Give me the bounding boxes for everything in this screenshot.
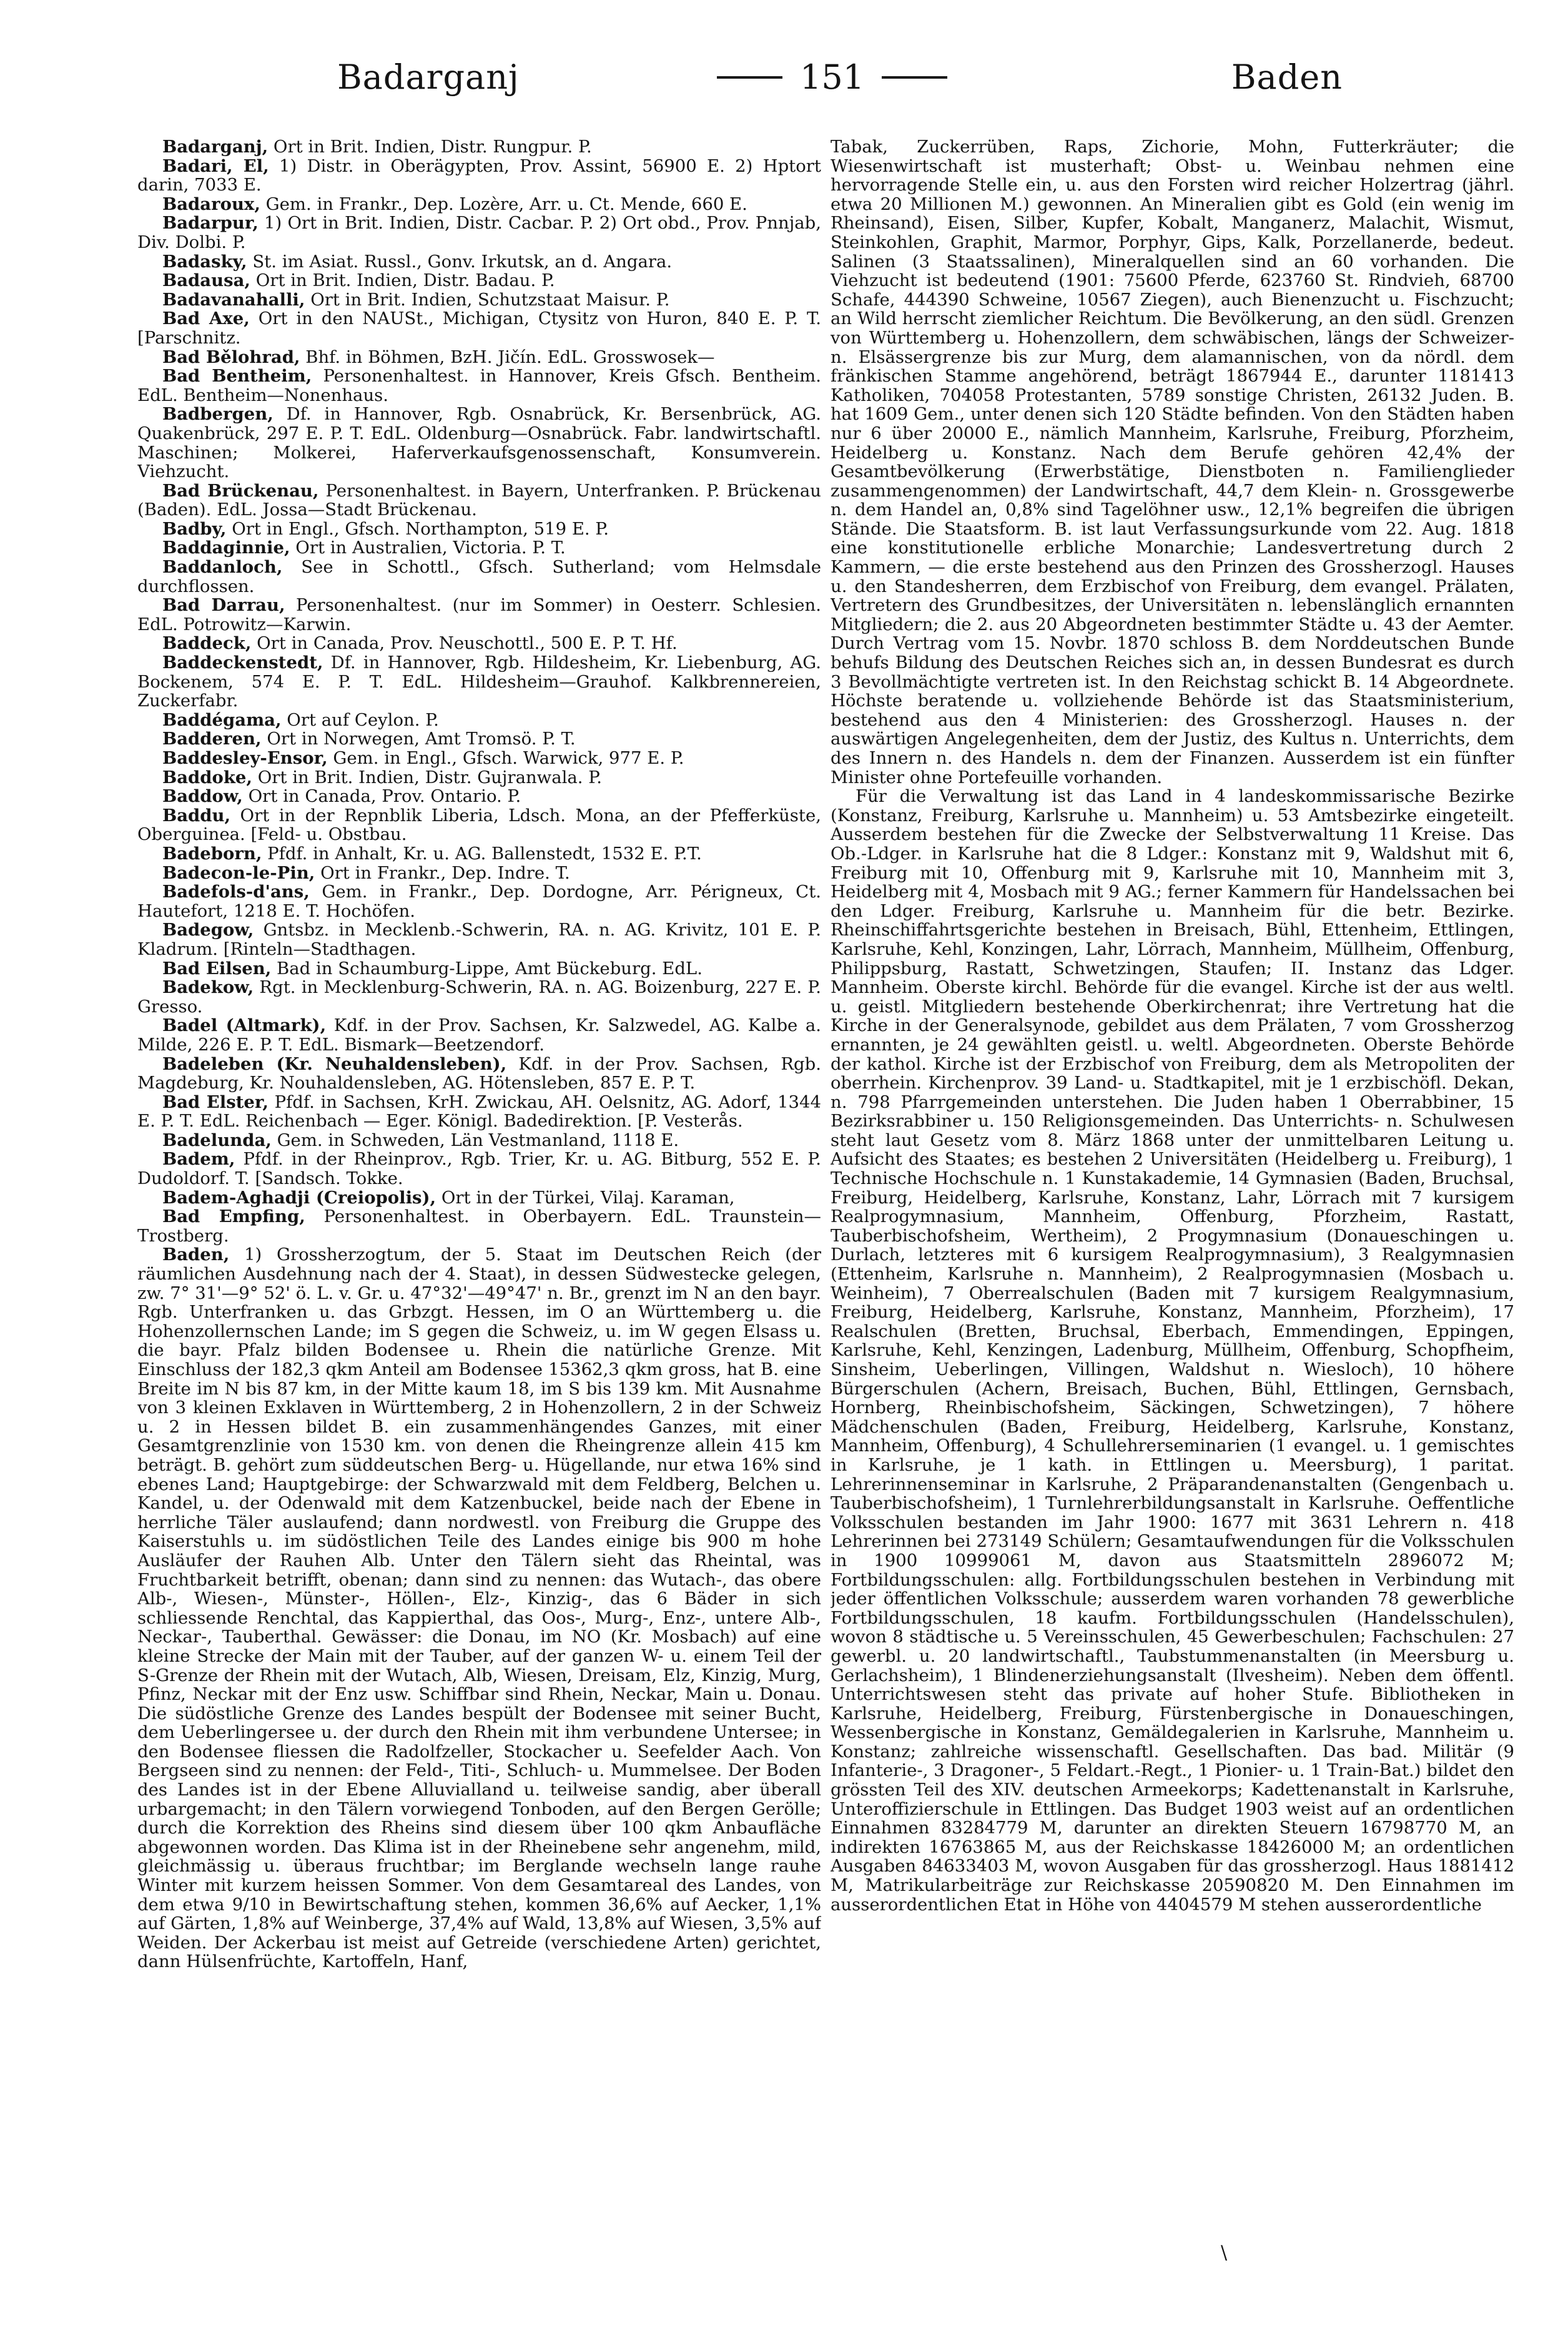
entry-text: See in Schottl., Gfsch. Sutherland; vom Helmsdale durchflossen. [137, 557, 821, 596]
entry-text: Ort in Brit. Indien, Distr. Badau. P. [250, 270, 555, 291]
paragraph: Tabak, Zuckerrüben, Raps, Zichorie, Mohn, Futterkräuter; die Wiesenwirtschaft ist musterhaft; Obst- u. Weinbau nehmen eine hervorragende Stelle ein, u. aus den Forsten wird reicher Holzertrag (jährl. etwa 20 Millionen M.) gewonnen. An Mineralien gibt es Gold (ein wenig im Rheinsand), Eisen, Silber, Kupfer, Kobalt, Manganerz, Malachit, Wismut, Steinkohlen, Graphit, Marmor, Porphyr, Gips, Kalk, Porzellanerde, bedeut. Salinen (3 Staatssalinen), Mineralquellen sind an 60 vorhanden. Die Viehzucht ist bedeutend (1901: 75600 Pferde, 623760 St. Rindvieh, 68700 Schafe, 444390 Schweine, 10567 Ziegen), auch Bienenzucht u. Fischzucht; an Wild herrscht ziemlicher Reichtum. Die Bevölkerung, an den südl. Grenzen von Württemberg u. Hohenzollern, dem schwäbischen, längs der Schweizer- n. Elsässergrenze bis zur Murg, dem alamannischen, von da nördl. dem fränkischen Stamme angehörend, beträgt 1867944 E., darunter 1181413 Katholiken, 704058 Protestanten, 5789 sonstige Christen, 26132 Juden. B. hat 1609 Gem., unter denen sich 120 Städte befinden. Von den Städten haben nur 6 über 20000 E., nämlich Mannheim, Karlsruhe, Freiburg, Pforzheim, Heidelberg u. Konstanz. Nach dem Berufe gehören 42,4% der Gesamtbevölkerung (Erwerbstätige, Dienstboten n. Familienglieder zusammengenommen) der Landwirtschaft, 44,7 dem Klein- n. Grossgewerbe n. dem Handel an, 0,8% sind Tagelöhner usw., 12,1% begreifen die übrigen Stände. Die Staatsform. B. ist laut Verfassungsurkunde vom 22. Aug. 1818 eine konstitutionelle erbliche Monarchie; Landesvertretung durch 2 Kammern, — die erste bestehend aus den Prinzen des Grossherzogl. Hauses u. den Standesherren, dem Erzbischof von Freiburg, dem evangel. Prälaten, Vertretern des Grundbesitzes, der Universitäten n. lebenslänglich ernannten Mitgliedern; die 2. aus 20 Abgeordneten bestimmter Städte u. 43 der Aemter. Durch Vertrag vom 15. Novbr. 1870 schloss B. dem Norddeutschen Bunde behufs Bildung des Deutschen Reiches sich an, in dessen Bundesrat es durch 3 Bevollmächtigte vertreten ist. In den Reichstag schickt B. 14 Abgeordnete. Höchste beratende u. vollziehende Behörde ist das Staatsministerium, bestehend aus den 4 Ministerien: des Grossherzogl. Hauses n. der auswärtigen Angelegenheiten, dem der Justiz, des Kultus n. Unterrichts, dem des Innern n. des Handels n. dem der Finanzen. Ausserdem ist ein fünfter Minister ohne Portefeuille vorhanden. [831, 137, 1514, 787]
entry-lemma: Baddu, [162, 805, 231, 826]
entry [137, 596, 821, 634]
entry-lemma: Baddanloch, [162, 557, 283, 578]
entry-lemma: Badbergen, [162, 404, 274, 425]
entry-text: Gem. in Frankr., Dep. Lozère, Arr. u. Ct. Mende, 660 E. [260, 194, 747, 214]
entry-lemma: Badarganj, [162, 137, 269, 157]
entry [137, 787, 821, 806]
entry-lemma: Badausa, [162, 270, 250, 291]
entry-lemma: Bad Eilsen, [162, 958, 272, 979]
entry-text: Ort in Brit. Indien, Distr. Rungpur. P. [268, 137, 592, 157]
entry-lemma: Baddaginnie, [162, 538, 290, 558]
entry-lemma: Badelunda, [162, 1130, 272, 1150]
entry-lemma: Badekow, [162, 977, 254, 998]
entry-text: Ort in Brit. Indien, Schutzstaat Maisur. P. [305, 289, 670, 310]
entry-text: Ort in Frankr., Dep. Indre. T. [315, 862, 570, 883]
entry [137, 978, 821, 1016]
entry [137, 558, 821, 596]
entry-lemma: Badderen, [162, 729, 262, 749]
entry-text: Ort auf Ceylon. P. [281, 709, 439, 730]
entry [137, 157, 821, 195]
entry-lemma: Baddégama, [162, 709, 282, 730]
entry [137, 481, 821, 520]
entry-text: Bad in Schaumburg-Lippe, Amt Bückeburg. EdL. [271, 958, 703, 979]
entry-text: Pfdf. in der Rheinprov., Rgb. Trier, Kr. u. AG. Bitburg, 552 E. P. Dudoldorf. T. [Sandsch. Tokke. [137, 1149, 821, 1189]
footer-mark: \ [1221, 2242, 1228, 2264]
entry-lemma: Baddeck, [162, 633, 252, 654]
entry-text: Ort in Australien, Victoria. P. T. [290, 538, 566, 558]
entry-text: Ort in Canada, Prov. Neuschottl., 500 E. P. T. Hf. [251, 633, 678, 654]
entry-text: Personenhaltest. (nur im Sommer) in Oesterr. Schlesien. EdL. Potrowitz—Karwin. [137, 595, 821, 634]
entry-text: Ort in der Repnblik Liberia, Ldsch. Mona, an der Pfefferküste, Oberguinea. [Feld- u. Obstbau. [137, 805, 821, 845]
entry-lemma: Badefols-d'ans, [162, 882, 310, 902]
entry-text: Df. in Hannover, Rgb. Osnabrück, Kr. Bersenbrück, AG. Quakenbrück, 297 E. P. T. EdL. Oldenburg—Osnabrück. Fabr. landwirtschaftl. Maschinen; Molkerei, Haferverkaufsgenossenschaft, Konsumverein. Viehzucht. [137, 404, 821, 482]
entry-text: Kdf. in der Prov. Sachsen, Kr. Salzwedel, AG. Kalbe a. Milde, 226 E. P. T. EdL. Bismark—Beetzendorf. [137, 1015, 821, 1055]
entry-lemma: Baddeckenstedt, [162, 653, 323, 673]
entry [137, 367, 821, 405]
entry-text: Df. in Hannover, Rgb. Hildesheim, Kr. Liebenburg, AG. Bockenem, 574 E. P. T. EdL. Hildesheim—Grauhof. Kalkbrennereien, Zuckerfabr. [137, 653, 821, 711]
entry [137, 844, 821, 864]
entry [137, 920, 821, 959]
header-rule-left [717, 76, 782, 79]
entry [137, 711, 821, 730]
entry [137, 1055, 821, 1093]
entry-text: Ort in Canada, Prov. Ontario. P. [242, 786, 521, 807]
entry-lemma: Bad Elster, [162, 1092, 269, 1112]
entry-text: Rgt. in Mecklenburg-Schwerin, RA. n. AG. Boizenburg, 227 E. P. Gresso. [137, 977, 821, 1017]
entry-lemma: Badarpur, [162, 213, 259, 234]
entry [137, 1207, 821, 1245]
entry-lemma: Badem, [162, 1149, 235, 1170]
entry-text: Gem. in Frankr., Dep. Dordogne, Arr. Périgneux, Ct. Hautefort, 1218 E. T. Hochöfen. [137, 882, 821, 921]
entry-lemma: Badecon-le-Pin, [162, 862, 315, 883]
entry-text: Gem. in Engl., Gfsch. Warwick, 977 E. P. [327, 748, 684, 768]
entry-text: Personenhaltest. in Bayern, Unterfranken. P. Brückenau (Baden). EdL. Jossa—Stadt Brückenau. [137, 480, 821, 520]
entry-lemma: Badasky, [162, 251, 247, 272]
entry-lemma: Badari, El, [162, 155, 269, 176]
entry-text: Personenhaltest. in Oberbayern. EdL. Traunstein—Trostberg. [137, 1206, 821, 1246]
entry-lemma: Badaroux, [162, 194, 260, 214]
paragraph: Für die Verwaltung ist das Land in 4 landeskommissarische Bezirke (Konstanz, Freiburg, Karlsruhe u. Mannheim) u. 53 Amtsbezirke eingeteilt. Ausserdem bestehen für die Zwecke der Selbstverwaltung 11 Kreise. Das Ob.-Ldger. in Karlsruhe hat die 8 Ldger.: Konstanz mit 9, Waldshut mit 6, Freiburg mit 10, Offenburg mit 9, Karlsruhe mit 10, Mannheim mit 3, Heidelberg mit 4, Mosbach mit 9 AG.; ferner Kammern für Handelssachen bei den Ldger. Freiburg, Karlsruhe u. Mannheim für die betr. Bezirke. Rheinschiffahrtsgerichte bestehen in Breisach, Bühl, Ettenheim, Ettlingen, Karlsruhe, Kehl, Konzingen, Lahr, Lörrach, Mannheim, Müllheim, Offenburg, Philippsburg, Rastatt, Schwetzingen, Staufen; II. Instanz das Ldger. Mannheim. Oberste kirchl. Behörde für die evangel. Kirche ist der aus weltl. u. geistl. Mitgliedern bestehende Oberkirchenrat; ihre Vertretung hat die Kirche in der Generalsynode, gebildet aus dem Prälaten, 7 vom Grossherzog ernannten, je 24 gewählten geistl. u. weltl. Abgeordneten. Oberste Behörde der kathol. Kirche ist der Erzbischof von Freiburg, dem als Metropoliten der oberrhein. Kirchenprov. 39 Land- u. Stadtkapitel, mit je 1 erzbischöfl. Dekan, n. 798 Pfarrgemeinden unterstehen. Die Juden haben 1 Oberrabbiner, 15 Bezirksrabbiner u. 150 Religionsgemeinden. Das Unterrichts- n. Schulwesen steht laut Gesetz vom 8. März 1868 unter der unmittelbaren Leitung u. Aufsicht des Staates; es bestehen 2 Universitäten (Heidelberg u. Freiburg), 1 Technische Hochschule n. 1 Kunstakademie, 14 Gymnasien (Baden, Bruchsal, Freiburg, Heidelberg, Karlsruhe, Konstanz, Lahr, Lörrach mit 7 kursigem Realprogymnasium, Mannheim, Offenburg, Pforzheim, Rastatt, Tauberbischofsheim, Wertheim), 2 Progymnasium (Donaueschingen u. Durlach, letzteres mit 6 kursigem Realprogymnasium), 3 Realgymnasien (Ettenheim, Karlsruhe n. Mannheim), 2 Realprogymnasien (Mosbach u. Weinheim), 7 Oberrealschulen (Baden mit 7 kursigem Realgymnasium, Freiburg, Heidelberg, Karlsruhe, Konstanz, Mannheim, Pforzheim), 17 Realschulen (Bretten, Bruchsal, Eberbach, Emmendingen, Eppingen, Karlsruhe, Kehl, Kenzingen, Ladenburg, Müllheim, Offenburg, Schopfheim, Sinsheim, Ueberlingen, Villingen, Waldshut n. Wiesloch), 10 höhere Bürgerschulen (Achern, Breisach, Buchen, Bühl, Ettlingen, Gernsbach, Hornberg, Rheinbischofsheim, Säckingen, Schwetzingen), 7 höhere Mädchenschulen (Baden, Freiburg, Heidelberg, Karlsruhe, Konstanz, Mannheim, Offenburg), 4 Schullehrerseminarien (1 evangel. u. 1 gemischtes in Karlsruhe, je 1 kath. in Ettlingen u. Meersburg), 1 paritat. Lehrerinnenseminar in Karlsruhe, 2 Präparandenanstalten (Gengenbach u. Tauberbischofsheim), 1 Turnlehrerbildungsanstalt in Karlsruhe. Oeffentliche Volksschulen bestanden im Jahr 1900: 1677 mit 3631 Lehrern n. 418 Lehrerinnen bei 273149 Schülern; Gesamtaufwendungen für die Volksschulen in 1900 10999061 M, davon aus Staatsmitteln 2896072 M; Fortbildungsschulen: allg. Fortbildungsschulen bestehen in Verbindung mit jeder öffentlichen Volksschule; ausserdem waren vorhanden 78 gewerbliche Fortbildungsschulen, 18 kaufm. Fortbildungsschulen (Handelsschulen), wovon 8 städtische u. 5 Vereinsschulen, 45 Gewerbeschulen; Fachschulen: 27 gewerbl. u. 20 landwirtschaftl., Taubstummenanstalten (in Meersburg u. Gerlachsheim), 1 Blindenerziehungsanstalt (Ilvesheim). Neben dem öffentl. Unterrichtswesen steht das private auf hoher Stufe. Bibliotheken in Karlsruhe, Heidelberg, Freiburg, Fürstenbergische in Donaueschingen, Wessenbergische in Konstanz, Gemäldegalerien in Karlsruhe, Mannheim u. Konstanz; zahlreiche wissenschaftl. Gesellschaften. Das bad. Militär (9 Infanterie-, 3 Dragoner-, 5 Feldart.-Regt., 1 Pionier- u. 1 Train-Bat.) bildet den grössten Teil des XIV. deutschen Armeekorps; Kadettenanstalt in Karlsruhe, Unteroffizierschule in Ettlingen. Das Budget 1903 weist auf an ordentlichen Einnahmen 83284779 M, darunter an direkten Steuern 16798770 M, an indirekten 16763865 M, aus der Reichskasse 18426000 M; an ordentlichen Ausgaben 84633403 M, wovon Ausgaben für das grossherzogl. Haus 1881412 M, Matrikularbeiträge zur Reichskasse 20590820 M. Den Einnahmen im ausserordentlichen Etat in Höhe von 4404579 M stehen ausserordentliche [831, 786, 1514, 1915]
entry-lemma: Baddow, [162, 786, 243, 807]
entry-lemma: Badel (Altmark), [162, 1015, 327, 1036]
entry-text: Ort in der Türkei, Vilaj. Karaman, [436, 1187, 735, 1208]
entry [137, 520, 821, 539]
entry-lemma: Bad Bělohrad, [162, 347, 300, 367]
entry-text: Ort in Norwegen, Amt Tromsö. P. T. [261, 729, 576, 749]
entry-lemma: Bad Empfing, [162, 1206, 305, 1227]
entry [137, 405, 821, 481]
entry-lemma: Badeleben (Kr. Neuhaldensleben), [162, 1053, 507, 1074]
entry-text: Pfdf. in Sachsen, KrH. Zwickau, AH. Oelsnitz, AG. Adorf, 1344 E. P. T. EdL. Reichenbach — Eger. Königl. Badedirektion. [P. Vesterås. [137, 1092, 821, 1132]
entry-lemma: Bad Darrau, [162, 595, 285, 616]
page-header [337, 57, 1343, 114]
entry [137, 348, 821, 367]
entry-lemma: Badegow, [162, 920, 254, 940]
entry [137, 1093, 821, 1131]
entry-text: Gntsbz. in Mecklenb.-Schwerin, RA. n. AG. Krivitz, 101 E. P. Kladrum. [Rinteln—Stadthagen. [137, 920, 821, 959]
running-head-right: Baden [1231, 57, 1343, 97]
entry-lemma: Badavanahalli, [162, 289, 305, 310]
entry-text: 1) Grossherzogtum, der 5. Staat im Deutschen Reich (der räumlichen Ausdehnung nach der 4. Staat), in dessen Südwestecke gelegen, zw. 7° 31'—9° 52' ö. L. v. Gr. u. 47°32'—49°47' n. Br., grenzt im N an den bayr. Rgb. Unterfranken u. das Grbzgt. Hessen, im O an Württemberg u. die Hohenzollernschen Lande; im S gegen die Schweiz, u. im W gegen Elsass u. die bayr. Pfalz bilden Bodensee u. Rhein die natürliche Grenze. Mit Einschluss der 182,3 qkm Anteil am Bodensee 15362,3 qkm gross, hat B. eine Breite im N bis 87 km, in der Mitte kaum 18, im S bis 139 km. Mit Ausnahme von 3 kleinen Exklaven in Württemberg, 2 in Hohenzollern, 2 in der Schweiz u. 2 in Hessen bildet B. ein zusammenhängendes Ganzes, mit einer Gesamtgrenzlinie von 1530 km. von denen die Rheingrenze allein 415 km beträgt. B. gehört zum süddeutschen Berg- u. Hügellande, nur etwa 16% sind ebenes Land; Hauptgebirge: der Schwarzwald mit dem Feldberg, Belchen u. Kandel, u. der Odenwald mit dem Katzenbuckel, beide nach der Ebene in herrliche Täler auslaufend; dann nordwestl. von Freiburg die Gruppe des Kaiserstuhls u. im südöstlichen Teile des Landes einige bis 900 m hohe Ausläufer der Rauhen Alb. Unter den Tälern sieht das Rheintal, was Fruchtbarkeit betrifft, obenan; dann sind zu nennen: das Wutach-, das obere Alb-, Wiesen-, Münster-, Höllen-, Elz-, Kinzig-, das 6 Bäder in sich schliessende Renchtal, das Kappierthal, das Oos-, Murg-, Enz-, untere Alb-, Neckar-, Tauberthal. Gewässer: die Donau, im NO (Kr. Mosbach) auf eine kleine Strecke der Main mit der Tauber, auf der ganzen W- u. einem Teil der S-Grenze der Rhein mit der Wutach, Alb, Wiesen, Dreisam, Elz, Kinzig, Murg, Pfinz, Neckar mit der Enz usw. Schiffbar sind Rhein, Neckar, Main u. Donau. Die südöstliche Grenze des Landes bespült der Bodensee mit seiner Bucht, dem Ueberlingersee u. der durch den Rhein mit ihm verbundene Untersee; in den Bodensee fliessen die Radolfzeller, Stockacher u. Seefelder Aach. Von Bergseen sind zu nennen: der Feld-, Titi-, Schluch- u. Mummelsee. Der Boden des Landes ist in der Ebene Alluvialland u. teilweise sandig, aber überall urbargemacht; in den Tälern vorwiegend Tonboden, auf den Bergen Gerölle; durch die Korrektion des Rheins sind diesem über 100 qkm Anbaufläche abgewonnen worden. Das Klima ist in der Rheinebene sehr angenehm, mild, gleichmässig u. überaus fruchtbar; im Berglande wechseln lange rauhe Winter mit kurzem heissen Sommer. Von dem Gesamtareal des Landes, von dem etwa 9/10 in Bewirtschaftung stehen, kommen 36,6% auf Aecker, 1,1% auf Gärten, 1,8% auf Weinberge, 37,4% auf Wald, 13,8% auf Wiesen, 3,5% auf Weiden. Der Ackerbau ist meist auf Getreide (verschiedene Arten) gerichtet, dann Hülsenfrüchte, Kartoffeln, Hanf, [137, 1245, 821, 1972]
entry-lemma: Baddesley-Ensor, [162, 748, 328, 768]
page-number-block [699, 57, 965, 97]
entry [137, 1016, 821, 1054]
entry-text: Ort in Engl., Gfsch. Northampton, 519 E. P. [226, 518, 609, 539]
entry [137, 137, 821, 157]
entry [137, 959, 821, 979]
entry-lemma: Baden, [162, 1245, 230, 1265]
entry [137, 1188, 821, 1208]
entry [137, 749, 821, 768]
entry [137, 538, 821, 558]
entry-text: Ort in Brit. Indien, Distr. Gujranwala. P. [252, 767, 602, 787]
entry-lemma: Badby, [162, 518, 227, 539]
entry-lemma: Bad Bentheim, [162, 366, 312, 387]
entry [137, 768, 821, 787]
entry [137, 1150, 821, 1188]
entry-text: Personenhaltest. in Hannover, Kreis Gfsch. Bentheim. EdL. Bentheim—Nonenhaus. [137, 366, 821, 405]
entry-lemma: Badeborn, [162, 843, 262, 864]
header-rule-right [882, 76, 947, 79]
entry [137, 252, 821, 272]
entry-lemma: Bad Axe, [162, 308, 250, 329]
entry [137, 653, 821, 711]
running-head-left: Badarganj [337, 57, 520, 97]
entry-text: 1) Ort in Brit. Indien, Distr. Cacbar. P. 2) Ort obd., Prov. Pnnjab, Div. Dolbi. P. [137, 213, 821, 252]
entry-text: St. im Asiat. Russl., Gonv. Irkutsk, an d. Angara. [247, 251, 673, 272]
entry [137, 1245, 821, 1971]
entry-text: Pfdf. in Anhalt, Kr. u. AG. Ballenstedt, 1532 E. P.T. [262, 843, 702, 864]
entry [137, 729, 821, 749]
entry [137, 271, 821, 290]
entry-lemma: Bad Brückenau, [162, 480, 319, 501]
entry-text: Ort in den NAUSt., Michigan, Ctysitz von Huron, 840 E. P. T. [Parschnitz. [137, 308, 821, 348]
entry [137, 290, 821, 310]
entry [137, 634, 821, 653]
entry-lemma: Badem-Aghadji (Creiopolis), [162, 1187, 436, 1208]
entry-text: Bhf. in Böhmen, BzH. Jičín. EdL. Grosswosek— [300, 347, 715, 367]
entry [137, 864, 821, 883]
entry-text: Kdf. in der Prov. Sachsen, Rgb. Magdeburg, Kr. Nouhaldensleben, AG. Hötensleben, 857 E. P. T. [137, 1053, 821, 1093]
entry [137, 882, 821, 920]
entry [137, 309, 821, 347]
entry [137, 1131, 821, 1150]
entry [137, 806, 821, 844]
entry [137, 214, 821, 252]
entry-lemma: Baddoke, [162, 767, 252, 787]
left-column [137, 137, 821, 2298]
right-column [831, 137, 1514, 2298]
entry-text: Gem. in Schweden, Län Vestmanland, 1118 E. [271, 1130, 679, 1150]
page-number: 151 [800, 57, 865, 97]
entry [137, 195, 821, 214]
entry-text: 1) Distr. in Oberägypten, Prov. Assint, 56900 E. 2) Hptort darin, 7033 E. [137, 155, 821, 195]
